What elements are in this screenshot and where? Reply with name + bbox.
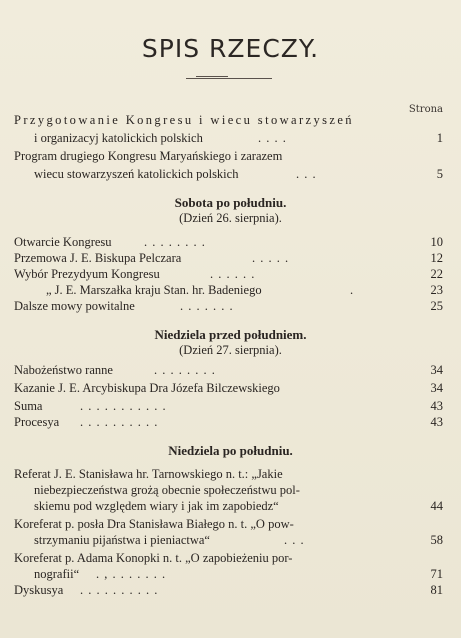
- toc-page-number: 23: [430, 283, 443, 297]
- page-column-label: Strona: [408, 104, 443, 115]
- toc-entry-line: [14, 266, 443, 283]
- toc-entry-line: [46, 282, 443, 299]
- toc-dots: . . . . .: [252, 251, 290, 265]
- toc-dots: . , . . . . . . .: [96, 567, 167, 581]
- toc-entry-line: [34, 166, 443, 183]
- toc-entry-text: Procesya: [14, 415, 60, 429]
- title-rule: [186, 78, 272, 79]
- toc-page-number: 22: [430, 267, 443, 281]
- toc-dots: . . . . . . . .: [154, 363, 216, 377]
- toc-entry-text: Wybór Prezydyum Kongresu: [14, 267, 160, 281]
- section-subheading: (Dzień 27. sierpnia).: [179, 343, 282, 357]
- toc-entry-line: [34, 532, 443, 549]
- toc-entry-text: i organizacyj katolickich polskich: [34, 131, 203, 145]
- toc-entry-text: skiemu pod względem wiary i jak im zapobiedz“: [34, 499, 279, 513]
- toc-page-number: 1: [436, 131, 443, 145]
- toc-page-number: 43: [430, 415, 443, 429]
- toc-entry-line: [14, 466, 443, 483]
- toc-entry-line: [34, 130, 443, 147]
- toc-entry-line: [14, 516, 443, 533]
- toc-entry-line: [14, 148, 443, 165]
- toc-entry-text: Nabożeństwo ranne: [14, 363, 113, 377]
- toc-dots: . . . . . . .: [180, 299, 234, 313]
- toc-dots: .: [350, 283, 355, 297]
- toc-entry-line: [14, 298, 443, 315]
- toc-page-number: 58: [430, 533, 443, 547]
- toc-page-number: 81: [430, 583, 443, 597]
- toc-dots: . . . .: [258, 131, 287, 145]
- toc-entry-text: Suma: [14, 399, 43, 413]
- section-subheading: (Dzień 26. sierpnia).: [179, 211, 282, 225]
- toc-entry-line: [34, 482, 443, 499]
- toc-page-number: 34: [430, 381, 443, 395]
- toc-entry-text: strzymaniu pijaństwa i pieniactwa“: [34, 533, 210, 547]
- toc-entry-text: Dyskusya: [14, 583, 64, 597]
- title-rule: [196, 76, 228, 77]
- toc-entry-line: [14, 414, 443, 431]
- toc-dots: . . .: [296, 167, 317, 181]
- toc-entry-text: Referat J. E. Stanisława hr. Tarnowskiego n. t.: „Jakie: [14, 467, 283, 481]
- toc-entry-line: [14, 250, 443, 267]
- section-heading: Niedziela po południu.: [168, 443, 293, 458]
- toc-entry-text: niebezpieczeństwa grożą obecnie społeczeństwu pol-: [34, 483, 300, 497]
- toc-page-number: 5: [436, 167, 443, 181]
- page-title: SPIS RZECZY.: [141, 34, 320, 63]
- toc-page-number: 71: [430, 567, 443, 581]
- toc-entry-line: [14, 362, 443, 379]
- toc-dots: . . . . . . . . . .: [80, 415, 159, 429]
- toc-entry-line: [14, 380, 443, 397]
- toc-entry-text: Koreferat p. Adama Konopki n. t. „O zapobieżeniu por-: [14, 551, 293, 565]
- toc-entry-text: „ J. E. Marszałka kraju Stan. hr. Badeniego: [46, 283, 262, 297]
- toc-entry-line: [14, 398, 443, 415]
- toc-entry-text: Przemowa J. E. Biskupa Pelczara: [14, 251, 182, 265]
- toc-dots: . . . . . .: [210, 267, 256, 281]
- toc-entry-text: Przygotowanie Kongresu i wiecu stowarzyszeń: [14, 113, 354, 127]
- toc-page-number: 25: [430, 299, 443, 313]
- toc-entry-text: Program drugiego Kongresu Maryańskiego i zarazem: [14, 149, 283, 163]
- toc-entry-line: [34, 498, 443, 515]
- toc-entry-line: [14, 550, 443, 567]
- section-heading: Sobota po południu.: [174, 195, 287, 210]
- toc-dots: . . . . . . . .: [144, 235, 206, 249]
- toc-entry-line: [14, 234, 443, 251]
- toc-dots: . . . . . . . . . . .: [80, 399, 167, 413]
- toc-entry-text: Kazanie J. E. Arcybiskupa Dra Józefa Bilczewskiego: [14, 381, 280, 395]
- toc-dots: . . .: [284, 533, 305, 547]
- toc-page-number: 34: [430, 363, 443, 377]
- toc-entry-text: nografii“: [34, 567, 80, 581]
- toc-page-number: 12: [430, 251, 443, 265]
- toc-entry-text: Dalsze mowy powitalne: [14, 299, 135, 313]
- toc-entry-line: [14, 582, 443, 599]
- toc-entry-text: Koreferat p. posła Dra Stanisława Białego n. t. „O pow-: [14, 517, 294, 531]
- toc-entry-line: [34, 566, 443, 583]
- toc-entry-line: [14, 112, 443, 129]
- toc-page-number: 44: [430, 499, 443, 513]
- toc-page-number: 43: [430, 399, 443, 413]
- toc-dots: . . . . . . . . . .: [80, 583, 159, 597]
- section-heading: Niedziela przed południem.: [154, 327, 307, 342]
- toc-entry-text: wiecu stowarzyszeń katolickich polskich: [34, 167, 239, 181]
- toc-page-number: 10: [430, 235, 443, 249]
- toc-entry-text: Otwarcie Kongresu: [14, 235, 112, 249]
